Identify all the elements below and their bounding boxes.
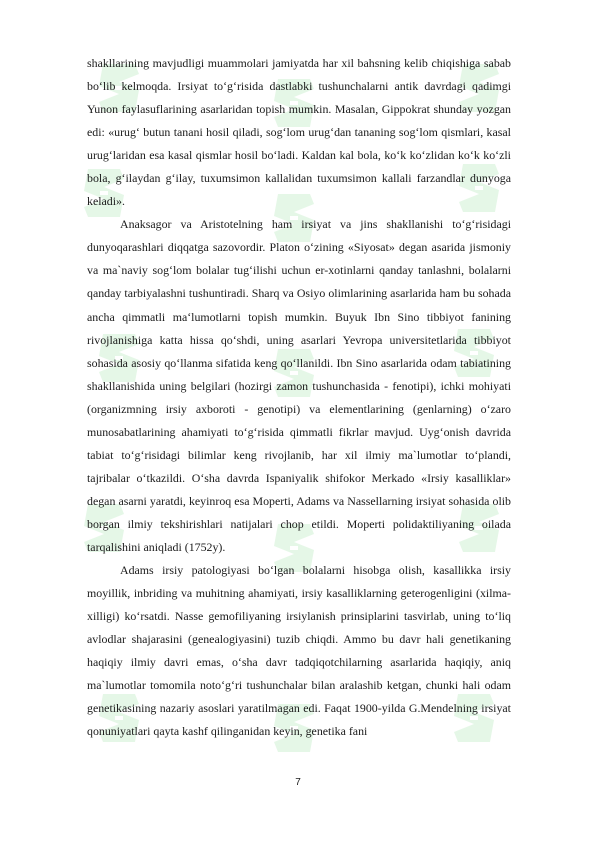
page-number: 7 [295, 777, 301, 788]
body-text [87, 52, 511, 743]
paragraph-3: Adams irsiy patologiyasi bo‘lgan bolalarni hisobga olish, kasallikka irsiy moyillik, inbriding va muhitning ahamiyati, irsiy kasalliklarning geterogenligini (xilma-xilligi) ko‘rsatdi. Nasse gemofiliyaning irsiylanish prinsiplarini tasvirlab, uning to‘liq avlodlar shajarasini (genealogiyasini) tuzib chiqdi. Ammo bu davr hali genetikaning haqiqiy ilmiy davri emas, o‘sha davr tadqiqotchilarning asarlarida haqiqiy, aniq ma`lumotlar tomomila noto‘g‘ri tushunchalar bilan aralashib ketgan, chunki hali odam genetikasining nazariy asoslari yaratilmagan edi. Faqat 1900-yilda G.Mendelning irsiyat qonuniyatlari qayta kashf qilinganidan keyin, genetika fani [87, 563, 511, 739]
paragraph-1: shakllarining mavjudligi muammolari jamiyatda har xil bahsning kelib chiqishiga sabab bo‘lib kelmoqda. Irsiyat to‘g‘risida dastlabki tushunchalarni antik davrdagi qadimgi Yunon faylasuflarining asarlaridan topish mumkin. Masalan, Gippokrat shunday yozgan edi: «urug‘ butun tanani hosil qiladi, sog‘lom urug‘dan tananing sog‘lom qismlari, kasal urug‘laridan esa kasal qismlar hosil bo‘ladi. Kaldan kal bola, ko‘k ko‘zlidan ko‘k ko‘zli bola, g‘ilaydan g‘ilay, tuxumsimon kallalidan tuxumsimon kallali farzandlar dunyoga keladi». [87, 56, 511, 209]
paragraph-2: Anaksagor va Aristotelning ham irsiyat va jins shakllanishi to‘g‘risidagi dunyoqarashlari diqqatga sazovordir. Platon o‘zining «Siyosat» degan asarida jismoniy va ma`naviy sog‘lom bolalar tug‘ilishi uchun er-xotinlarni qanday tanlashni, bolalarni qanday tarbiyalashni tushuntiradi. Sharq va Osiyo olimlarining asarlarida ham bu sohada ancha qimmatli ma‘lumotlarni topish mumkin. Buyuk Ibn Sino tibbiyot fanining rivojlanishiga katta hissa qo‘shdi, uning asarlari Yevropa universitetlarida tibbiyot sohasida asosiy qo‘llanma sifatida keng qo‘llanildi. Ibn Sino asarlarida odam tabiatining shakllanishida uning belgilari (hozirgi zamon tushunchasida - fenotipi), ichki mohiyati (organizmning irsiy axboroti - genotipi) va elementlarining (genlarning) o‘zaro munosabatlarining ahamiyati to‘g‘risida qimmatli fikrlar mavjud. Uyg‘onish davrida tabiat to‘g‘risidagi bilimlar keng rivojlanib, har xil ilmiy ma`lumotlar to‘plandi, tajribalar o‘tkazildi. O‘sha davrda Ispaniyalik shifokor Merkado «Irsiy kasalliklar» degan asarni yaratdi, keyinroq esa Moperti, Adams va Nassellarning irsiyat sohasida olib borgan ilmiy tekshirishlari natijalari chop etildi. Moperti polidaktiliyaning oilada tarqalishini aniqladi (1752y). [87, 217, 511, 554]
